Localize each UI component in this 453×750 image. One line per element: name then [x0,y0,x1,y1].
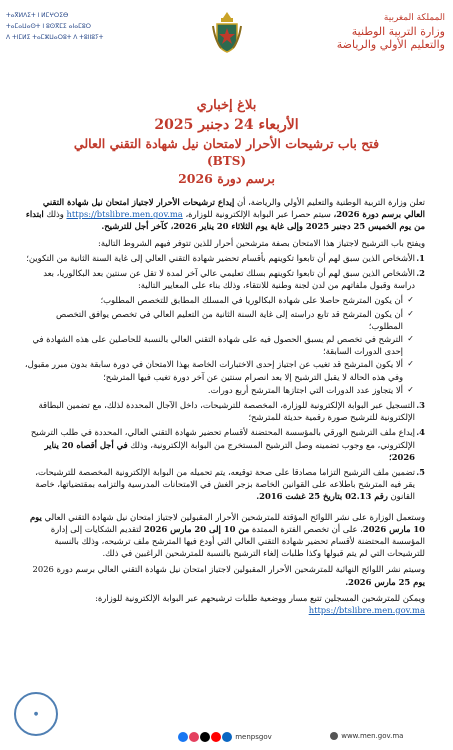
criteria-list [22,294,425,396]
instagram-icon[interactable] [189,732,199,742]
tracking-paragraph: ويمكن للمترشحين المسجلين تتبع مسار ووضعية طلبات ترشيحهم عبر البوابة الإلكترونية للوزارة: https://btslibre.men.gov.ma [95,592,425,616]
checkmark-icon: ✓ [407,308,414,318]
closing-paragraph: وستعمل الوزارة على نشر اللوائح المؤقتة للمترشحين الأحرار المقبولين لاجتياز امتحان نيل شهادة التقني العالي يوم 10 مارس 2026، على أن تخصص الفترة الممتدة من 10 إلى 20 مارس 2026 لتقديم الشكايات إلى إدارة المؤسسة المحتضنة لأقسام تحضير شهادة التقني العالي التي أودع فيها المترشح ملف ترشيحه، وذلك بالنسبة للترشيحات التي لم يتم قبولها وكذا طلبات إلغاء الترشيح بالنسبة للمترشحين الراغبين في ذلك. [29,511,425,559]
page-footer [0,712,453,750]
website-link[interactable]: www.men.gov.ma [330,732,403,740]
document-body [0,96,453,618]
checkmark-icon: ✓ [407,295,414,305]
criteria-item: ✓ ألا يكون المترشح قد تغيب عن اجتياز إحدى الاختبارات الخاصة بهذا الامتحان في دورة سابقة بدون مبرر مقبول، وفي هذه الحالة لا يقبل الترشيح إلا بعد انصرام سنتين عن آخر دورة تغيب فيها المترشح؛ [24,359,414,382]
checkmark-icon: ✓ [407,384,414,394]
youtube-icon[interactable] [211,732,221,742]
kingdom-name: المملكة المغربية [383,13,445,23]
linkedin-icon[interactable] [222,732,232,742]
portal-link[interactable]: https://btslibre.men.gov.ma [66,209,183,220]
final-lists-paragraph: وسيتم نشر اللوائح النهائية للمترشحين الأحرار المقبولين لاجتياز امتحان نيل شهادة التقني العالي برسم دورة 2026 يوم 25 مارس 2026. [32,564,425,587]
ministry-header [305,12,445,51]
tifinagh-line: ⵜⴰⵎⴰⵡⴰⵙⵜ ⵏ ⵓⵙⴳⵎⵉ ⴰⵏⴰⵎⵓⵔ [6,23,92,30]
page-header [0,0,453,86]
tifinagh-header [6,10,156,43]
step-item: 5. تضمين ملف الترشيح التزاما مصادقا على صحة توقيعه، يتم تحميله من البوابة الإلكترونية المخصصة للترشيحات، يقر فيه المترشح باطلاعه على القوانين الخاصة بزجر الغش في الامتحانات المدرسية والتزامه بمقتضياتها، خاصة القانون رقم 02.13 بتاريخ 25 غشت 2016. [35,467,425,502]
doc-type: بلاغ إخباري [196,98,257,113]
x-icon[interactable] [200,732,210,742]
tifinagh-line: ⴷ ⵜⵏⵎⵍⵉ ⵜⴰⵎⵣⵡⴰⵔⵓⵜ ⴷ ⵜⵓⵏⵏⵓⵢⵜ [6,34,104,41]
body-text [0,196,453,616]
criteria-item: ✓ الترشح في تخصص لم يسبق الحصول فيه على شهادة التقني العالي بالنسبة للحاصلين على هذه الشهادة في إحدى الدورات السابقة؛ [32,334,414,357]
intro-paragraph: تعلن وزارة التربية الوطنية والتعليم الأولي والرياضة، أن إيداع ترشيحات الأحرار لاجتياز امتحان نيل شهادة التقني العالي برسم دورة 2026، سيتم حصرا عبر البوابة الإلكترونية للوزارة، https://btslibre.men.gov.ma وذلك ابتداء من يوم الخميس 25 دجنبر 2025 وإلى غاية يوم الثلاثاء 20 يناير 2026، كآخر أجل للترشيح. [25,197,425,232]
moroccan-emblem-icon [211,10,243,54]
doc-acronym: (BTS) [206,154,247,168]
checkmark-icon: ✓ [407,334,414,344]
checkmark-icon: ✓ [407,359,414,369]
criteria-item: ✓ ألا يتجاوز عدد الدورات التي اجتازها المترشح أربع دورات. [207,384,414,395]
social-handle[interactable]: menpsgov [235,733,272,741]
doc-session: برسم دورة 2026 [178,171,275,186]
step-item: 4. إيداع ملف الترشيح الورقي بالمؤسسة المحتضنة لأقسام تحضير شهادة التقني العالي، المحددة في طلب الترشيح الإلكتروني، مع وجوب تضمينه وصل الترشيح المستخرج من البوابة الإلكترونية، وذلك في أجل أقصاه 20 يناير 2026؛ [30,427,425,462]
social-icons [178,732,272,742]
title-block [0,96,453,188]
ministry-stamp-icon: ● [14,692,58,736]
ministry-name: وزارة التربية الوطنية [351,25,445,38]
conditions-intro: ويفتح باب الترشيح لاجتياز هذا الامتحان بصفة مترشحين أحرار للذين تتوفر فيهم الشروط التالية: [98,237,425,248]
doc-date: الأربعاء 24 دجنبر 2025 [154,117,299,133]
condition-item: 1. الأشخاص الذين سبق لهم أن تابعوا تكوينهم بأقسام تحضير شهادة التقني العالي إلى غاية السنة الثانية من التكوين؛ [26,252,425,263]
condition-item: 2. الأشخاص الذين سبق لهم أن تابعوا تكوينهم بسلك تعليمي عالي آخر لمدة لا تقل عن سنتين بعد البكالوريا، بعد دراسة وقبول ملفاتهم من لدن لجنة وطنية للانتقاء، وذلك بناء على المعايير التالية: [43,268,425,291]
tifinagh-line: ⵜⴰⴳⵍⴷⵉⵜ ⵏ ⵍⵎⵖⵔⵉⴱ [6,12,69,19]
step-item: 3. التسجيل عبر البوابة الإلكترونية للوزارة، المخصصة للترشيحات، داخل الآجال المحددة لذلك، مع تضمين البطاقة الإلكترونية للترشيح صورة رقمية حديثة للمترشح؛ [38,400,425,423]
globe-icon [330,732,338,740]
criteria-item: ✓ أن يكون المترشح قد تابع دراسته إلى غاية السنة الثانية من التعليم العالي في تخصص يوافق التخصص المطلوب؛ [55,308,414,331]
doc-subject: فتح باب ترشيحات الأحرار لامتحان نيل شهادة التقني العالي [73,136,380,151]
ministry-name-cont: والتعليم الأولي والرياضة [336,38,445,51]
criteria-item: ✓ أن يكون المترشح حاصلا على شهادة البكالوريا في المسلك المطابق للتخصص المطلوب؛ [100,295,414,306]
facebook-icon[interactable] [178,732,188,742]
portal-link-2[interactable]: https://btslibre.men.gov.ma [308,605,425,616]
